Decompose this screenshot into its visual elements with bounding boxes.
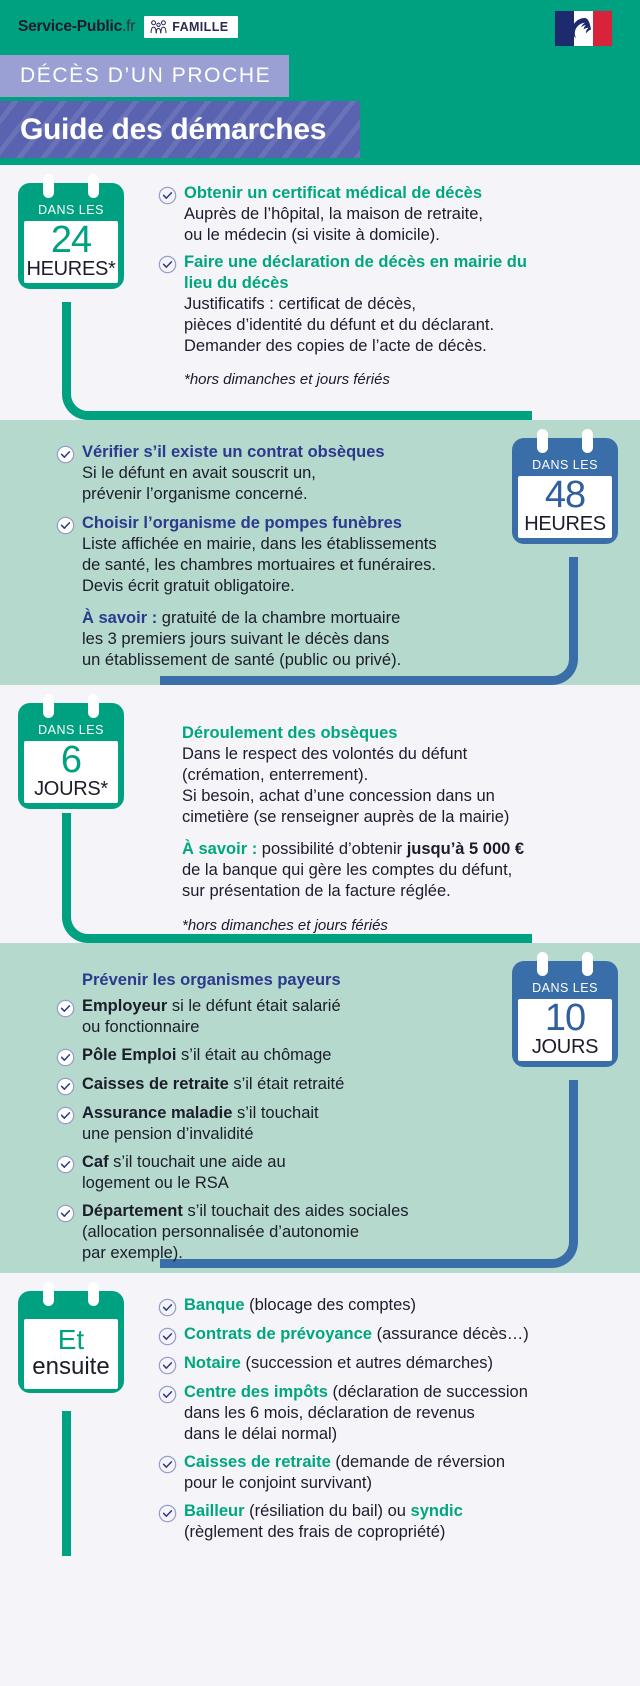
check-circle-icon xyxy=(158,1298,177,1317)
list-item-text xyxy=(182,723,602,934)
item-line: Demander des copies de l’acte de décès. xyxy=(184,336,487,355)
item-line: pièces d’identité du défunt et du déclarant. xyxy=(184,315,495,334)
badge-number: 48 xyxy=(544,474,586,516)
item-line: (crémation, enterrement). xyxy=(182,765,369,784)
list-item-text xyxy=(184,1353,628,1375)
asavoir-line: un établissement de santé (public ou privé). xyxy=(82,651,402,670)
badge-line2: ensuite xyxy=(32,1353,110,1381)
asavoir-line: de la banque qui gère les comptes du défunt, xyxy=(182,861,513,880)
calendar-ring-left xyxy=(43,1282,54,1306)
connector-stub-48h xyxy=(569,557,578,642)
check-circle-icon xyxy=(56,999,75,1018)
calendar-badge-6j xyxy=(18,703,124,809)
row-extra: (règlement des frais de copropriété) xyxy=(184,1522,446,1541)
badge-dans-les-label: DANS LES xyxy=(532,458,598,472)
check-circle-icon xyxy=(56,1077,75,1096)
row-bold: Assurance maladie xyxy=(82,1103,233,1122)
list-item xyxy=(158,1353,628,1375)
check-circle-icon xyxy=(56,1155,75,1174)
item-lead: Obtenir un certificat médical de décès xyxy=(184,184,483,202)
badge-sheet xyxy=(24,221,118,283)
asavoir-line: sur présentation de la facture réglée. xyxy=(182,882,451,901)
list-item xyxy=(158,1382,628,1445)
row-extra: dans les 6 mois, déclaration de revenus xyxy=(184,1403,475,1422)
section-6-jours xyxy=(0,685,640,943)
item-lead: Choisir l’organisme de pompes funèbres xyxy=(82,514,402,532)
badge-sheet xyxy=(24,1319,118,1389)
calendar-ring-right xyxy=(88,174,99,198)
list-item xyxy=(56,1074,486,1096)
list-item-text xyxy=(184,252,578,388)
list-item-text xyxy=(82,1103,486,1145)
list-item xyxy=(158,1324,628,1346)
page-title: Guide des démarches xyxy=(20,112,327,146)
list-item-text xyxy=(82,1074,486,1096)
calendar-badge-48h xyxy=(512,438,618,544)
item-lead: Déroulement des obsèques xyxy=(182,724,398,742)
calendar-ring-right xyxy=(88,694,99,718)
row-bold: Caisses de retraite xyxy=(82,1074,229,1093)
asavoir-block xyxy=(82,608,516,671)
item-line: Si le défunt en avait souscrit un, xyxy=(82,463,316,482)
asavoir-label: À savoir : xyxy=(182,840,258,859)
french-republic-flag-icon xyxy=(555,11,612,46)
asavoir-label: À savoir : xyxy=(82,609,158,628)
calendar-rings xyxy=(18,174,124,198)
list-item-text xyxy=(82,442,516,505)
calendar-ring-right xyxy=(582,952,593,976)
check-circle-icon xyxy=(158,186,177,205)
list-item xyxy=(158,183,578,246)
row-rest: (blocage des comptes) xyxy=(244,1296,417,1314)
list-item-text xyxy=(82,1201,486,1264)
brand-lockup[interactable] xyxy=(18,16,238,38)
row-bold: Département xyxy=(82,1201,183,1220)
row-rest: s’il était au chômage xyxy=(176,1045,332,1064)
check-circle-icon xyxy=(56,1048,75,1067)
calendar-rings xyxy=(18,1282,124,1306)
section-48-heures xyxy=(0,420,640,685)
calendar-rings xyxy=(512,429,618,453)
item-line: de santé, les chambres mortuaires et funéraires. xyxy=(82,555,437,574)
calendar-ring-left xyxy=(537,952,548,976)
check-circle-icon xyxy=(158,255,177,274)
check-circle-icon xyxy=(158,1385,177,1404)
row-rest: (succession et autres démarches) xyxy=(240,1354,494,1372)
footnote: *hors dimanches et jours fériés xyxy=(184,370,390,388)
list-item-text xyxy=(184,1324,628,1346)
badge-unit: JOURS* xyxy=(34,778,108,801)
list-item-text xyxy=(184,183,578,246)
check-circle-icon xyxy=(158,1504,177,1523)
list-item xyxy=(56,1152,486,1194)
row-rest: (résiliation du bail) ou xyxy=(244,1501,411,1520)
row-extra: (allocation personnalisée d’autonomie xyxy=(82,1222,360,1241)
row-rest: (assurance décès…) xyxy=(371,1325,529,1343)
flag-red-band xyxy=(593,11,612,46)
calendar-badge-24h xyxy=(18,183,124,289)
asavoir-line: gratuité de la chambre mortuaire xyxy=(157,609,401,628)
flag-white-band xyxy=(574,11,593,46)
connector-stub-6j xyxy=(62,813,71,893)
item-lead: Faire une déclaration de décès en mairie du lieu du décès xyxy=(184,253,527,292)
check-circle-icon xyxy=(158,1327,177,1346)
check-circle-icon xyxy=(56,516,75,535)
badge-unit: JOURS xyxy=(531,1036,599,1059)
group-heading: Prévenir les organismes payeurs xyxy=(82,971,341,989)
badge-unit: HEURES* xyxy=(26,258,116,281)
row-extra: logement ou le RSA xyxy=(82,1173,229,1192)
check-circle-icon xyxy=(56,1204,75,1223)
badge-sheet xyxy=(518,476,612,538)
badge-number: 24 xyxy=(50,219,92,261)
row-extra: ou fonctionnaire xyxy=(82,1017,200,1036)
check-circle-icon xyxy=(158,1455,177,1474)
section-10-jours xyxy=(0,943,640,1273)
item-line: Si besoin, achat d’une concession dans un xyxy=(182,787,495,805)
list-item xyxy=(56,1045,486,1067)
row-green: Contrats de prévoyance xyxy=(184,1325,372,1343)
calendar-ring-right xyxy=(582,429,593,453)
calendar-rings xyxy=(18,694,124,718)
list-item xyxy=(158,1452,628,1494)
item-line: Auprès de l’hôpital, la maison de retraite, xyxy=(184,204,483,223)
brand-name-text: Service-Public xyxy=(18,18,123,35)
list-item-text xyxy=(82,1152,486,1194)
calendar-ring-left xyxy=(537,429,548,453)
list-item xyxy=(158,1501,628,1543)
connector-stub-10j xyxy=(569,1080,578,1210)
list-item-text xyxy=(184,1452,628,1494)
list-item-text xyxy=(82,996,486,1038)
row-extra: par exemple). xyxy=(82,1243,183,1262)
connector-stub-24h xyxy=(62,302,71,382)
calendar-rings xyxy=(512,952,618,976)
kicker-text: DÉCÈS D’UN PROCHE xyxy=(20,64,272,87)
item-line: cimetière (se renseigner auprès de la mairie) xyxy=(182,808,510,827)
list-item xyxy=(56,513,516,671)
badge-line1: Et xyxy=(57,1324,85,1355)
check-circle-icon xyxy=(56,1106,75,1125)
page-header xyxy=(0,0,640,165)
list-item xyxy=(56,442,516,505)
badge-sheet xyxy=(518,999,612,1061)
row-green: Bailleur xyxy=(184,1501,245,1520)
list-item xyxy=(56,1103,486,1145)
section-24-heures xyxy=(0,165,640,420)
calendar-ring-left xyxy=(43,694,54,718)
famille-chip[interactable] xyxy=(144,16,237,38)
item-line: Devis écrit gratuit obligatoire. xyxy=(82,577,295,595)
list-item-text xyxy=(184,1295,628,1317)
title-band xyxy=(0,101,360,158)
row-bold: Caf xyxy=(82,1152,109,1171)
calendar-badge-10j xyxy=(512,961,618,1067)
asavoir-amount: jusqu’à 5 000 € xyxy=(406,840,525,859)
site-logo[interactable] xyxy=(18,18,135,36)
row-rest: (demande de réversion xyxy=(330,1452,506,1471)
section-et-ensuite xyxy=(0,1273,640,1686)
content-48h xyxy=(56,442,516,673)
row-rest: (déclaration de succession xyxy=(327,1383,528,1401)
item-line: prévenir l’organisme concerné. xyxy=(82,484,308,503)
item-lead: Vérifier s’il existe un contrat obsèques xyxy=(82,443,385,461)
list-item-text xyxy=(184,1501,628,1543)
calendar-badge-et-ensuite xyxy=(18,1291,124,1393)
row-rest: s’il était retraité xyxy=(228,1074,345,1093)
marianne-icon xyxy=(574,15,593,42)
connector-stub-et-ensuite xyxy=(62,1411,71,1556)
calendar-ring-right xyxy=(88,1282,99,1306)
row-bold: Employeur xyxy=(82,997,168,1015)
list-item xyxy=(56,1201,486,1264)
brand-tld-text: .fr xyxy=(122,18,136,35)
row-extra: pour le conjoint survivant) xyxy=(184,1473,373,1492)
content-24h xyxy=(158,183,578,390)
row-green: Banque xyxy=(184,1296,245,1314)
content-6j xyxy=(182,723,602,934)
asavoir-prefix: possibilité d’obtenir xyxy=(257,840,407,859)
list-item-text xyxy=(184,1382,628,1445)
item-line: Justificatifs : certificat de décès, xyxy=(184,294,417,313)
item-line: Liste affichée en mairie, dans les établissements xyxy=(82,534,437,553)
row-extra: une pension d’invalidité xyxy=(82,1124,254,1143)
badge-dans-les-label: DANS LES xyxy=(38,723,104,737)
family-icon xyxy=(150,19,167,35)
list-item-text xyxy=(82,513,516,671)
content-10j xyxy=(56,971,486,1271)
row-rest: s’il touchait une aide au xyxy=(108,1152,286,1171)
row-bold: Pôle Emploi xyxy=(82,1045,177,1064)
list-item-text xyxy=(82,1045,486,1067)
check-circle-icon xyxy=(56,445,75,464)
content-et-ensuite xyxy=(158,1295,628,1550)
badge-sheet xyxy=(24,741,118,803)
item-line: Dans le respect des volontés du défunt xyxy=(182,744,468,763)
row-rest: s’il touchait xyxy=(232,1103,319,1122)
list-item xyxy=(56,996,486,1038)
asavoir-block xyxy=(182,839,602,902)
badge-number: 6 xyxy=(60,739,82,781)
item-line: ou le médecin (si visite à domicile). xyxy=(184,225,440,244)
badge-dans-les-label: DANS LES xyxy=(532,981,598,995)
flag-blue-band xyxy=(555,11,574,46)
footnote: *hors dimanches et jours fériés xyxy=(182,916,388,934)
badge-unit: HEURES xyxy=(524,513,606,536)
row-green: Caisses de retraite xyxy=(184,1452,331,1471)
badge-number: 10 xyxy=(544,997,586,1039)
list-item xyxy=(158,1295,628,1317)
check-circle-icon xyxy=(158,1356,177,1375)
row-extra: dans le délai normal) xyxy=(184,1424,338,1443)
row-green: Centre des impôts xyxy=(184,1383,328,1401)
row-rest: si le défunt était salarié xyxy=(167,997,341,1015)
asavoir-line: les 3 premiers jours suivant le décès dans xyxy=(82,630,390,649)
famille-label: FAMILLE xyxy=(172,20,229,34)
row-rest: s’il touchait des aides sociales xyxy=(182,1201,409,1220)
kicker-band xyxy=(0,55,289,97)
calendar-ring-left xyxy=(43,174,54,198)
badge-dans-les-label: DANS LES xyxy=(38,203,104,217)
row-green: Notaire xyxy=(184,1354,241,1372)
row-green-2: syndic xyxy=(410,1501,463,1520)
list-item xyxy=(158,252,578,388)
